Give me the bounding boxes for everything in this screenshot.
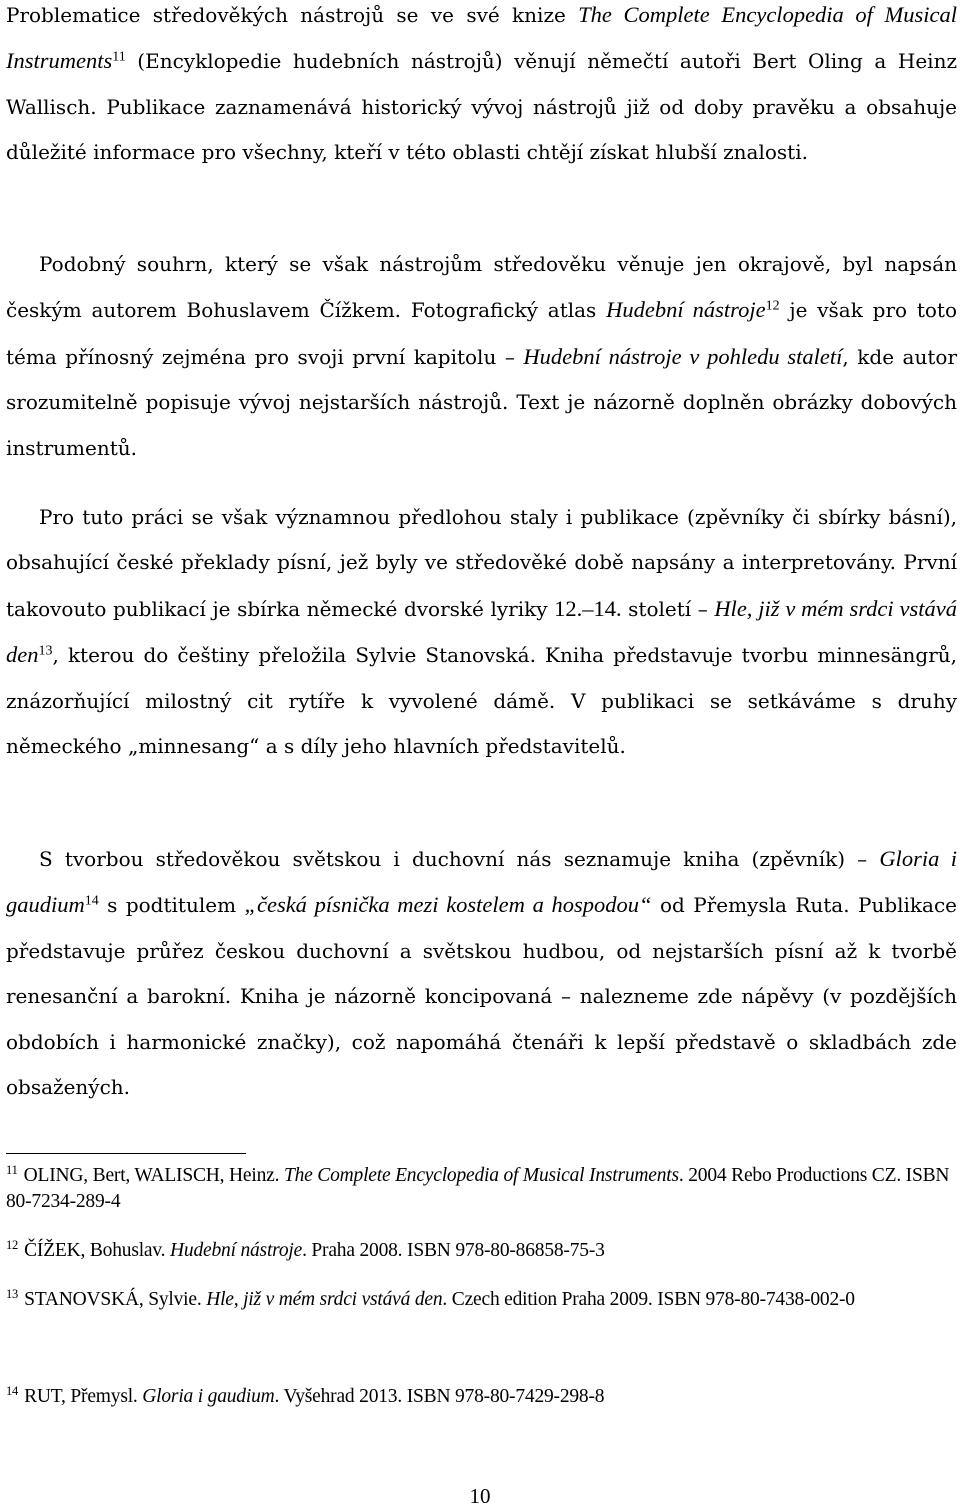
text-run: , kde autor srozumitelně popisuje vývoj nejstarších nástrojů. Text je názorně doplněn obrázky dobových instrumentů. xyxy=(6,344,958,460)
text-run: Problematice středověkých nástrojů se ve své knize xyxy=(6,3,579,27)
text-run: S tvorbou středověkou světskou i duchovní nás seznamuje kniha (zpěvník) – xyxy=(39,847,880,871)
italic-title: Hle, již v mém srdci vstává den xyxy=(6,595,957,668)
text-run: . Praha 2008. ISBN 978-80-86858-75-3 xyxy=(302,1240,605,1261)
text-run: ČÍŽEK, Bohuslav. xyxy=(24,1240,171,1261)
text-run: Podobný souhrn, který se však nástrojům středověku věnuje jen okrajově, byl napsán českým autorem Bohuslavem Čížkem. Fotografický atlas xyxy=(6,252,957,323)
footnote-reference: 11 xyxy=(112,49,126,65)
footnote-13 xyxy=(6,1287,957,1313)
text-run: , kterou do češtiny přeložila Sylvie Stanovská. Kniha představuje tvorbu minnesängrů, znázorňující milostný cit rytíře k vyvolené dámě. V publikaci se setkáváme s druhy německého „minnesang“ a s díly jeho hlavních představitelů. xyxy=(6,643,957,759)
italic-title: Hudební nástroje xyxy=(606,297,766,323)
text-run: (Encyklopedie hudebních nástrojů) věnují němečtí autoři Bert Oling a Heinz Wallisch. Publikace zaznamenává historický vývoj nástrojů již od doby pravěku a obsahuje důležité informace pro všechny, kteří v této oblasti chtějí získat hlubší znalosti. xyxy=(6,49,957,165)
text-run: je však pro toto téma přínosný zejména pro svoji první kapitolu – xyxy=(6,298,958,369)
footnote-number: 14 xyxy=(6,1383,19,1398)
paragraph-gloria-songbook xyxy=(6,836,957,1110)
italic-title: Gloria i gaudium xyxy=(142,1386,275,1407)
text-run: . Czech edition Praha 2009. ISBN 978-80-7438-002-0 xyxy=(442,1289,855,1310)
paragraph-cizek-atlas xyxy=(6,242,957,471)
italic-title: Gloria i gaudium xyxy=(6,846,957,918)
footnote-reference: 13 xyxy=(38,643,53,659)
text-run: od Přemysla Ruta. Publikace představuje průřez českou duchovní a světskou hudbou, od nejstarších písní až k tvorbě renesanční a barokní. Kniha je názorně koncipovaná – nalezneme zde nápěvy (v pozdějších obdobích i harmonické značky), což napomáhá čtenáři k lepší představě o skladbách zde obsažených. xyxy=(6,893,958,1100)
paragraph-minnesang-collection xyxy=(6,495,957,769)
text-run: OLING, Bert, WALISCH, Heinz. xyxy=(23,1165,284,1186)
italic-title: The Complete Encyclopedia of Musical Instruments xyxy=(283,1165,679,1186)
text-run: RUT, Přemysl. xyxy=(24,1386,143,1407)
footnote-reference: 14 xyxy=(84,893,99,909)
text-run: STANOVSKÁ, Sylvie. xyxy=(24,1289,207,1310)
footnote-14 xyxy=(6,1384,957,1410)
footnote-11 xyxy=(6,1163,957,1214)
italic-title: Hudební nástroje xyxy=(170,1240,303,1261)
italic-title: Hle, již v mém srdci vstává den xyxy=(206,1289,443,1310)
text-run: s podtitulem xyxy=(98,893,245,918)
italic-title: Hudební nástroje v pohledu staletí xyxy=(523,343,843,369)
italic-title: The Complete Encyclopedia of Musical Instruments xyxy=(6,2,957,74)
page-number: 10 xyxy=(469,1484,491,1508)
text-run: století – xyxy=(621,596,715,621)
footnote-reference: 12 xyxy=(765,298,780,314)
footnote-separator xyxy=(6,1153,246,1154)
paragraph-instrument-encyclopedia xyxy=(6,0,957,176)
text-run: Pro tuto práci se však významnou předlohou staly i publikace (zpěvníky či sbírky básní), obsahující české překlady písní, jež byly ve středověké době napsány a interpretovány. První takovouto publikací je sbírka německé dvorské lyriky xyxy=(6,505,957,621)
footnote-number: 12 xyxy=(6,1237,19,1252)
century-range: 12.–14. xyxy=(554,595,622,621)
footnote-number: 11 xyxy=(6,1162,18,1177)
italic-title: „česká písnička mezi kostelem a hospodou“ xyxy=(244,892,652,918)
footnote-12 xyxy=(6,1238,957,1264)
text-run: . Vyšehrad 2013. ISBN 978-80-7429-298-8 xyxy=(274,1386,605,1407)
text-run: . 2004 Rebo Productions CZ. ISBN 80-7234-289-4 xyxy=(6,1165,950,1212)
footnote-number: 13 xyxy=(6,1286,19,1301)
